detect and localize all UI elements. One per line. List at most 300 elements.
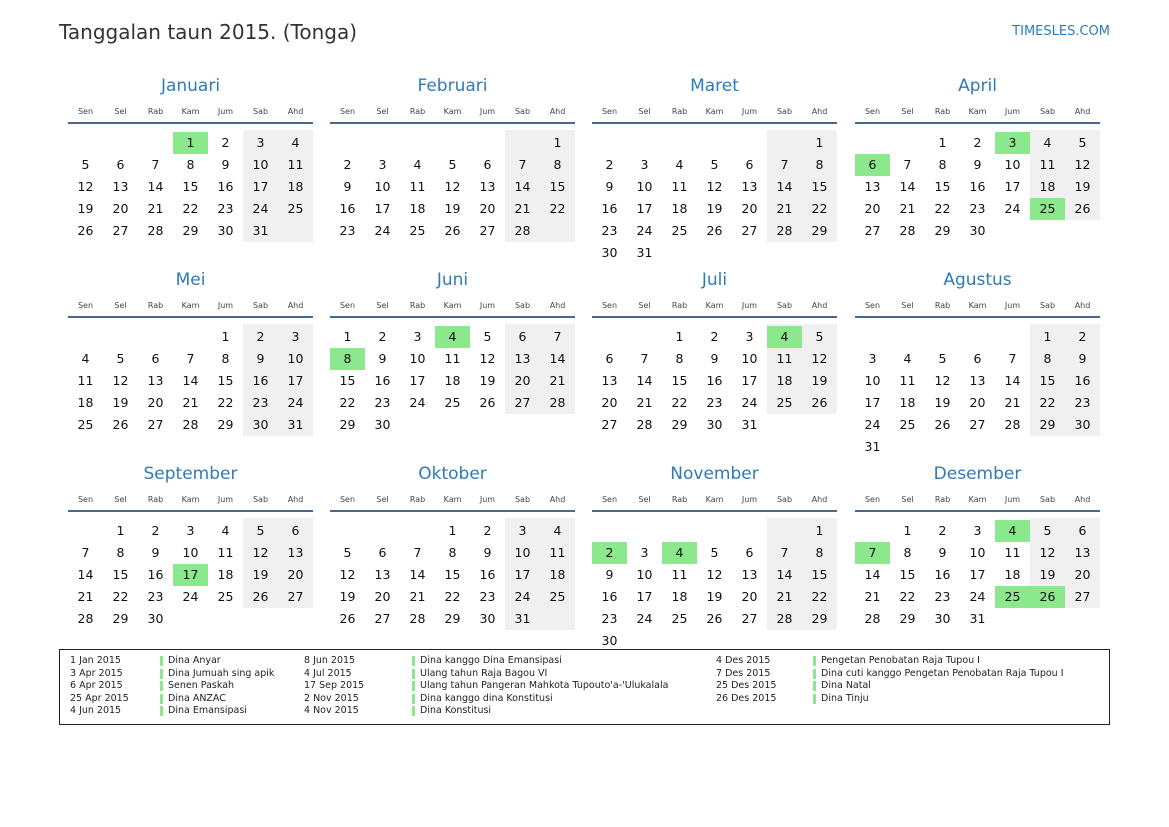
day-cell: 19 xyxy=(77,201,94,216)
month-title: Februari xyxy=(417,76,488,96)
day-cell: 29 xyxy=(339,417,356,432)
day-cell: 20 xyxy=(514,373,531,388)
day-cell: 20 xyxy=(864,201,881,216)
weekday-header: Kam xyxy=(181,107,200,116)
day-cell: 2 xyxy=(256,329,265,344)
day-cell: 2 xyxy=(151,523,160,538)
day-cell: 27 xyxy=(1074,589,1091,604)
day-cell: 26 xyxy=(706,223,723,238)
holiday-day-cell: 4 xyxy=(767,326,802,348)
weekday-header: Sen xyxy=(601,495,618,504)
day-cell: 22 xyxy=(549,201,566,216)
weekday-header: Ahd xyxy=(811,301,828,310)
day-cell: 25 xyxy=(899,417,916,432)
day-cell: 8 xyxy=(186,157,195,172)
day-cell: 3 xyxy=(378,157,387,172)
day-cell: 15 xyxy=(671,373,688,388)
day-cell: 28 xyxy=(776,223,793,238)
day-cell: 13 xyxy=(287,545,304,560)
day-cell: 10 xyxy=(409,351,426,366)
day-cell: 5 xyxy=(938,351,947,366)
day-cell: 15 xyxy=(444,567,461,582)
day-cell: 28 xyxy=(147,223,164,238)
legend-date: 4 Jun 2015 xyxy=(70,705,122,717)
weekday-header: Kam xyxy=(968,301,987,310)
day-cell: 26 xyxy=(444,223,461,238)
day-cell: 10 xyxy=(182,545,199,560)
day-cell: 10 xyxy=(287,351,304,366)
day-cell: 12 xyxy=(77,179,94,194)
day-cell: 17 xyxy=(741,373,758,388)
day-cell: 23 xyxy=(601,223,618,238)
holiday-day-cell: 4 xyxy=(662,542,697,564)
day-cell: 12 xyxy=(934,373,951,388)
weekday-header: Sel xyxy=(638,107,651,116)
day-cell: 26 xyxy=(77,223,94,238)
day-cell: 21 xyxy=(899,201,916,216)
day-cell: 18 xyxy=(1039,179,1056,194)
legend-date: 1 Jan 2015 xyxy=(70,655,121,666)
day-cell: 22 xyxy=(444,589,461,604)
legend-item xyxy=(716,655,1136,668)
day-cell: 1 xyxy=(553,135,562,150)
day-cell: 15 xyxy=(811,179,828,194)
day-cell: 5 xyxy=(116,351,125,366)
day-cell: 7 xyxy=(413,545,422,560)
weekday-header: Sen xyxy=(864,301,881,310)
day-cell: 5 xyxy=(448,157,457,172)
weekday-header: Rab xyxy=(147,107,164,116)
month-title: Oktober xyxy=(418,464,487,484)
weekday-header: Sen xyxy=(339,495,356,504)
day-cell: 11 xyxy=(409,179,426,194)
weekday-header: Sab xyxy=(252,301,269,310)
day-cell: 11 xyxy=(77,373,94,388)
day-cell: 5 xyxy=(710,545,719,560)
day-cell: 4 xyxy=(81,351,90,366)
weekday-header: Rab xyxy=(409,495,426,504)
day-cell: 12 xyxy=(1039,545,1056,560)
day-cell: 4 xyxy=(553,523,562,538)
day-cell: 23 xyxy=(479,589,496,604)
day-cell: 3 xyxy=(868,351,877,366)
day-cell: 30 xyxy=(969,223,986,238)
day-cell: 24 xyxy=(741,395,758,410)
day-cell: 4 xyxy=(291,135,300,150)
month-title: Januari xyxy=(160,76,221,96)
day-cell: 31 xyxy=(287,417,304,432)
day-cell: 7 xyxy=(903,157,912,172)
day-cell: 15 xyxy=(549,179,566,194)
weekday-header: Kam xyxy=(181,495,200,504)
day-cell: 8 xyxy=(116,545,125,560)
day-cell: 29 xyxy=(112,611,129,626)
weekday-header: Sab xyxy=(514,301,531,310)
day-cell: 24 xyxy=(374,223,391,238)
day-cell: 4 xyxy=(1043,135,1052,150)
day-cell: 10 xyxy=(864,373,881,388)
day-cell: 13 xyxy=(969,373,986,388)
day-cell: 2 xyxy=(1078,329,1087,344)
day-cell: 26 xyxy=(339,611,356,626)
day-cell: 24 xyxy=(514,589,531,604)
day-cell: 8 xyxy=(675,351,684,366)
day-cell: 31 xyxy=(636,245,653,260)
day-cell: 18 xyxy=(444,373,461,388)
day-cell: 17 xyxy=(252,179,269,194)
header-rule xyxy=(855,316,1100,318)
weekday-header: Sen xyxy=(77,495,94,504)
day-cell: 30 xyxy=(1074,417,1091,432)
day-cell: 12 xyxy=(252,545,269,560)
day-cell: 24 xyxy=(182,589,199,604)
day-cell: 21 xyxy=(147,201,164,216)
day-cell: 21 xyxy=(636,395,653,410)
weekday-header: Ahd xyxy=(1074,495,1091,504)
day-cell: 6 xyxy=(1078,523,1087,538)
day-cell: 10 xyxy=(969,545,986,560)
day-cell: 28 xyxy=(776,611,793,626)
weekday-header: Kam xyxy=(443,495,462,504)
day-cell: 2 xyxy=(605,157,614,172)
day-cell: 10 xyxy=(374,179,391,194)
weekday-header: Sen xyxy=(77,301,94,310)
weekday-header: Sel xyxy=(638,301,651,310)
weekday-header: Kam xyxy=(705,107,724,116)
day-cell: 23 xyxy=(934,589,951,604)
weekday-header: Jum xyxy=(1004,107,1021,116)
weekday-header: Sel xyxy=(901,301,914,310)
day-cell: 9 xyxy=(710,351,719,366)
day-cell: 11 xyxy=(776,351,793,366)
day-cell: 30 xyxy=(706,417,723,432)
day-cell: 13 xyxy=(741,567,758,582)
day-cell: 26 xyxy=(479,395,496,410)
day-cell: 10 xyxy=(741,351,758,366)
day-cell: 9 xyxy=(378,351,387,366)
day-cell: 21 xyxy=(77,589,94,604)
day-cell: 17 xyxy=(374,201,391,216)
day-cell: 30 xyxy=(252,417,269,432)
day-cell: 15 xyxy=(899,567,916,582)
weekday-header: Ahd xyxy=(549,495,566,504)
day-cell: 20 xyxy=(287,567,304,582)
day-cell: 11 xyxy=(444,351,461,366)
day-cell: 4 xyxy=(903,351,912,366)
day-cell: 22 xyxy=(671,395,688,410)
day-cell: 5 xyxy=(710,157,719,172)
day-cell: 23 xyxy=(1074,395,1091,410)
month-title: Mei xyxy=(175,270,206,290)
day-cell: 7 xyxy=(553,329,562,344)
day-cell: 25 xyxy=(77,417,94,432)
weekday-header: Ahd xyxy=(1074,301,1091,310)
day-cell: 28 xyxy=(514,223,531,238)
weekday-header: Jum xyxy=(479,107,496,116)
legend-color-marker xyxy=(160,681,163,691)
day-cell: 10 xyxy=(636,179,653,194)
day-cell: 15 xyxy=(339,373,356,388)
month-title: April xyxy=(958,76,997,96)
day-cell: 29 xyxy=(217,417,234,432)
day-cell: 18 xyxy=(77,395,94,410)
day-cell: 18 xyxy=(776,373,793,388)
day-cell: 28 xyxy=(549,395,566,410)
day-cell: 17 xyxy=(409,373,426,388)
day-cell: 31 xyxy=(969,611,986,626)
weekday-header: Kam xyxy=(443,301,462,310)
day-cell: 10 xyxy=(636,567,653,582)
weekday-header: Sab xyxy=(252,107,269,116)
weekday-header: Sel xyxy=(114,495,127,504)
weekday-header: Kam xyxy=(705,495,724,504)
day-cell: 25 xyxy=(776,395,793,410)
day-cell: 1 xyxy=(343,329,352,344)
day-cell: 11 xyxy=(899,373,916,388)
weekday-header: Sel xyxy=(114,107,127,116)
legend-holiday-name: Ulang tahun Raja Bagou VI xyxy=(420,667,548,679)
month-title: Desember xyxy=(933,464,1022,484)
day-cell: 29 xyxy=(671,417,688,432)
day-cell: 6 xyxy=(116,157,125,172)
day-cell: 24 xyxy=(969,589,986,604)
holiday-day-cell: 4 xyxy=(435,326,470,348)
weekday-header: Jum xyxy=(217,495,234,504)
header-rule xyxy=(592,316,837,318)
day-cell: 29 xyxy=(182,223,199,238)
day-cell: 14 xyxy=(636,373,653,388)
day-cell: 5 xyxy=(815,329,824,344)
weekday-header: Sab xyxy=(252,495,269,504)
weekday-header: Sab xyxy=(776,301,793,310)
day-cell: 1 xyxy=(938,135,947,150)
weekday-header: Rab xyxy=(934,495,951,504)
site-link[interactable]: TIMESLES.COM xyxy=(1012,24,1110,39)
legend-color-marker xyxy=(412,694,415,704)
day-cell: 22 xyxy=(811,589,828,604)
day-cell: 24 xyxy=(864,417,881,432)
day-cell: 13 xyxy=(601,373,618,388)
day-cell: 7 xyxy=(1008,351,1017,366)
day-cell: 6 xyxy=(378,545,387,560)
day-cell: 26 xyxy=(706,611,723,626)
day-cell: 15 xyxy=(217,373,234,388)
day-cell: 31 xyxy=(864,439,881,454)
legend-holiday-name: Dina ANZAC xyxy=(168,692,226,704)
day-cell: 22 xyxy=(112,589,129,604)
day-cell: 13 xyxy=(147,373,164,388)
day-cell: 15 xyxy=(1039,373,1056,388)
legend-holiday-name: Dina Anyar xyxy=(168,655,221,666)
weekday-header: Ahd xyxy=(811,107,828,116)
weekday-header: Rab xyxy=(934,107,951,116)
legend-color-marker xyxy=(412,669,415,679)
day-cell: 23 xyxy=(252,395,269,410)
day-cell: 17 xyxy=(636,201,653,216)
day-cell: 17 xyxy=(514,567,531,582)
day-cell: 5 xyxy=(256,523,265,538)
weekday-header: Sab xyxy=(1039,495,1056,504)
holiday-day-cell: 25 xyxy=(1030,198,1065,220)
legend-holiday-name: Dina kanggo dina Konstitusi xyxy=(420,692,553,704)
day-cell: 28 xyxy=(864,611,881,626)
day-cell: 22 xyxy=(899,589,916,604)
day-cell: 14 xyxy=(147,179,164,194)
month-title: September xyxy=(143,464,238,484)
weekday-header: Jum xyxy=(217,301,234,310)
weekday-header: Sab xyxy=(514,107,531,116)
day-cell: 18 xyxy=(671,589,688,604)
day-cell: 22 xyxy=(339,395,356,410)
day-cell: 23 xyxy=(217,201,234,216)
day-cell: 17 xyxy=(1004,179,1021,194)
day-cell: 28 xyxy=(182,417,199,432)
weekday-header: Sen xyxy=(601,107,618,116)
day-cell: 15 xyxy=(934,179,951,194)
day-cell: 20 xyxy=(147,395,164,410)
day-cell: 28 xyxy=(409,611,426,626)
legend-color-marker xyxy=(160,706,163,716)
weekday-header: Jum xyxy=(741,495,758,504)
day-cell: 16 xyxy=(601,589,618,604)
weekday-header: Sel xyxy=(376,495,389,504)
day-cell: 24 xyxy=(636,611,653,626)
holiday-day-cell: 2 xyxy=(592,542,627,564)
legend-date: 8 Jun 2015 xyxy=(304,655,356,666)
day-cell: 30 xyxy=(601,245,618,260)
day-cell: 12 xyxy=(1074,157,1091,172)
day-cell: 4 xyxy=(675,157,684,172)
holiday-legend xyxy=(59,649,1110,725)
day-cell: 30 xyxy=(374,417,391,432)
day-cell: 3 xyxy=(186,523,195,538)
day-cell: 27 xyxy=(479,223,496,238)
header-rule xyxy=(330,510,575,512)
month-title: Juli xyxy=(701,270,728,290)
legend-date: 4 Nov 2015 xyxy=(304,705,359,717)
day-cell: 3 xyxy=(518,523,527,538)
day-cell: 3 xyxy=(413,329,422,344)
weekday-header: Jum xyxy=(479,495,496,504)
day-cell: 1 xyxy=(1043,329,1052,344)
day-cell: 19 xyxy=(1074,179,1091,194)
day-cell: 27 xyxy=(601,417,618,432)
holiday-day-cell: 17 xyxy=(173,564,208,586)
day-cell: 25 xyxy=(549,589,566,604)
weekday-header: Rab xyxy=(671,301,688,310)
weekday-header: Sel xyxy=(901,107,914,116)
day-cell: 14 xyxy=(409,567,426,582)
day-cell: 10 xyxy=(252,157,269,172)
day-cell: 20 xyxy=(969,395,986,410)
day-cell: 18 xyxy=(409,201,426,216)
weekday-header: Sab xyxy=(776,107,793,116)
day-cell: 8 xyxy=(938,157,947,172)
day-cell: 8 xyxy=(903,545,912,560)
day-cell: 21 xyxy=(776,201,793,216)
weekday-header: Jum xyxy=(217,107,234,116)
day-cell: 16 xyxy=(969,179,986,194)
legend-date: 26 Des 2015 xyxy=(716,692,777,704)
legend-holiday-name: Pengetan Penobatan Raja Tupou I xyxy=(821,655,980,666)
weekday-header: Rab xyxy=(147,495,164,504)
day-cell: 16 xyxy=(147,567,164,582)
day-cell: 19 xyxy=(444,201,461,216)
day-cell: 22 xyxy=(934,201,951,216)
day-cell: 16 xyxy=(1074,373,1091,388)
day-cell: 13 xyxy=(479,179,496,194)
holiday-day-cell: 7 xyxy=(855,542,890,564)
day-cell: 24 xyxy=(636,223,653,238)
weekday-header: Rab xyxy=(409,301,426,310)
day-cell: 1 xyxy=(116,523,125,538)
holiday-day-cell: 1 xyxy=(173,132,208,154)
day-cell: 2 xyxy=(378,329,387,344)
day-cell: 29 xyxy=(811,223,828,238)
day-cell: 12 xyxy=(706,567,723,582)
day-cell: 20 xyxy=(479,201,496,216)
day-cell: 1 xyxy=(221,329,230,344)
day-cell: 28 xyxy=(1004,417,1021,432)
day-cell: 2 xyxy=(973,135,982,150)
day-cell: 6 xyxy=(518,329,527,344)
day-cell: 18 xyxy=(287,179,304,194)
day-cell: 25 xyxy=(671,223,688,238)
day-cell: 13 xyxy=(864,179,881,194)
day-cell: 17 xyxy=(969,567,986,582)
weekday-header: Sel xyxy=(376,107,389,116)
legend-date: 6 Apr 2015 xyxy=(70,680,123,692)
weekday-header: Rab xyxy=(409,107,426,116)
day-cell: 23 xyxy=(706,395,723,410)
day-cell: 19 xyxy=(1039,567,1056,582)
day-cell: 6 xyxy=(483,157,492,172)
day-cell: 5 xyxy=(483,329,492,344)
weekday-header: Rab xyxy=(147,301,164,310)
day-cell: 5 xyxy=(81,157,90,172)
legend-date: 7 Des 2015 xyxy=(716,667,771,679)
day-cell: 20 xyxy=(601,395,618,410)
day-cell: 9 xyxy=(1078,351,1087,366)
day-cell: 17 xyxy=(287,373,304,388)
page-title: Tanggalan taun 2015. (Tonga) xyxy=(59,20,358,44)
day-cell: 3 xyxy=(256,135,265,150)
day-cell: 16 xyxy=(934,567,951,582)
day-cell: 5 xyxy=(1078,135,1087,150)
day-cell: 13 xyxy=(1074,545,1091,560)
weekday-header: Sel xyxy=(901,495,914,504)
day-cell: 22 xyxy=(182,201,199,216)
weekday-header: Sen xyxy=(864,107,881,116)
weekday-header: Kam xyxy=(443,107,462,116)
day-cell: 14 xyxy=(776,179,793,194)
day-cell: 7 xyxy=(640,351,649,366)
holiday-day-cell: 26 xyxy=(1030,586,1065,608)
legend-color-marker xyxy=(160,656,163,666)
legend-holiday-name: Dina Jumuah sing apik xyxy=(168,667,275,679)
day-cell: 28 xyxy=(77,611,94,626)
day-cell: 9 xyxy=(605,179,614,194)
day-cell: 13 xyxy=(374,567,391,582)
day-cell: 30 xyxy=(479,611,496,626)
weekday-header: Sel xyxy=(114,301,127,310)
day-cell: 19 xyxy=(811,373,828,388)
day-cell: 26 xyxy=(1074,201,1091,216)
weekday-header: Sen xyxy=(601,301,618,310)
day-cell: 27 xyxy=(514,395,531,410)
legend-item xyxy=(716,693,1136,706)
day-cell: 29 xyxy=(934,223,951,238)
